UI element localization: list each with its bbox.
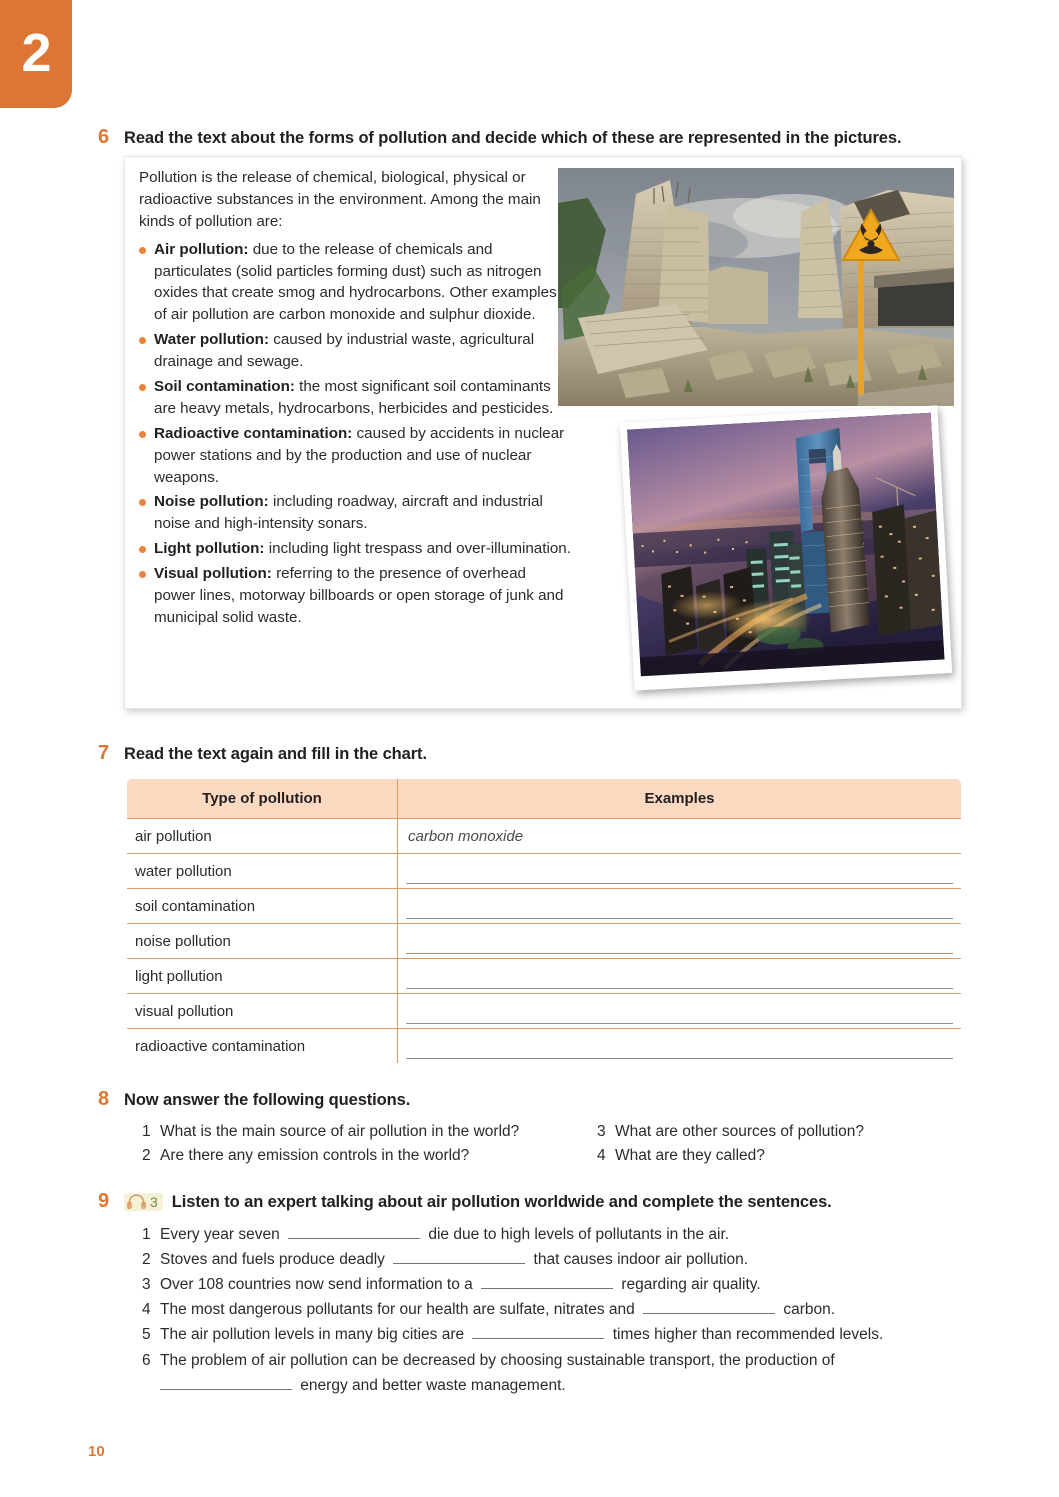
sentence-part: Stoves and fuels produce deadly [160, 1251, 390, 1269]
exercise-9-title: Listen to an expert talking about air pollution worldwide and complete the sentences. [171, 1193, 832, 1211]
table-row [127, 994, 962, 1029]
pollution-desc: including roadway, aircraft and industrial noise and high-intensity sonars. [154, 493, 543, 533]
list-item [597, 1144, 1052, 1168]
sentence-part: Every year seven [160, 1226, 285, 1243]
answer-blank[interactable] [481, 1288, 613, 1289]
cityscape-photo-graphic [627, 413, 944, 677]
cell-examples[interactable] [398, 959, 962, 994]
table-row [127, 1029, 962, 1064]
bullet-icon [139, 431, 146, 438]
sentence-number: 2 [142, 1251, 151, 1269]
list-item [139, 538, 571, 560]
pollution-desc: the most significant soil contaminants are heavy metals, hydrocarbons, herbicides and pesticides. [154, 378, 554, 417]
exercise-6-number: 6 [98, 126, 110, 148]
sentence-text [160, 1322, 992, 1347]
pollution-desc: caused by industrial waste, agricultural drainage and sewage. [154, 331, 535, 371]
list-item [139, 376, 571, 420]
pollution-term: Soil contamination: [154, 378, 295, 396]
list-item [139, 329, 571, 373]
column-header-type: Type of pollution [127, 779, 398, 819]
sentence-text [160, 1272, 992, 1297]
cell-examples[interactable] [398, 854, 962, 889]
sentence-part: energy and better waste management. [296, 1376, 566, 1394]
write-line [406, 918, 953, 919]
pollution-chart-table [126, 778, 962, 1064]
chapter-tab [0, 0, 72, 108]
table-row [127, 959, 962, 994]
answer-text: carbon monoxide [408, 827, 524, 845]
list-item [142, 1348, 992, 1398]
pollution-intro-paragraph: Pollution is the release of chemical, biological, physical or radioactive substances in the environment. Among the main kinds of pollution are: [139, 169, 541, 230]
bullet-icon [139, 337, 146, 344]
question-text: What are they called? [615, 1147, 765, 1165]
table-header-row [127, 779, 962, 819]
sentence-text [160, 1348, 992, 1398]
sentence-text [160, 1222, 992, 1247]
list-item [139, 423, 571, 489]
audio-track-badge[interactable] [124, 1193, 163, 1211]
answer-blank[interactable] [393, 1263, 525, 1264]
bullet-icon [139, 499, 146, 506]
bullet-icon [139, 384, 146, 391]
question-number: 1 [142, 1123, 151, 1140]
cell-examples[interactable] [398, 819, 962, 854]
sentence-number: 4 [142, 1301, 151, 1319]
exercise-8-number: 8 [98, 1088, 110, 1110]
sentence-text [160, 1247, 992, 1272]
sentence-part: die due to high levels of pollutants in the air. [424, 1226, 730, 1243]
photo-night-cityscape [627, 413, 944, 677]
cell-examples[interactable] [398, 1029, 962, 1064]
sentence-number: 6 [142, 1351, 151, 1369]
list-item [142, 1120, 597, 1144]
column-header-examples: Examples [398, 779, 962, 819]
sentence-text [160, 1297, 992, 1322]
pollution-desc: referring to the presence of overhead power lines, motorway billboards or open storage of junk and municipal solid waste. [154, 565, 564, 626]
table-row [127, 889, 962, 924]
cell-type: radioactive contamination [127, 1029, 398, 1064]
exercise-6-heading [98, 126, 998, 149]
exercise-9-number: 9 [98, 1190, 110, 1212]
pollution-desc: including light trespass and over-illumination. [264, 540, 571, 558]
question-number: 4 [597, 1147, 606, 1165]
question-text: What is the main source of air pollution in the world? [160, 1123, 520, 1140]
photo-ruins-with-radioactive-sign [558, 168, 954, 406]
pollution-term: Light pollution: [154, 540, 265, 558]
sentence-part: carbon. [779, 1301, 836, 1319]
cell-type: noise pollution [127, 924, 398, 959]
table-row [127, 819, 962, 854]
write-line [406, 1023, 953, 1024]
pollution-term: Water pollution: [154, 331, 270, 349]
exercise-8-title: Now answer the following questions. [124, 1091, 411, 1109]
write-line [406, 953, 953, 954]
cell-type: visual pollution [127, 994, 398, 1029]
sentence-number: 5 [142, 1326, 151, 1344]
sentence-part: The problem of air pollution can be decreased by choosing sustainable transport, the production of [160, 1351, 835, 1369]
exercise-7-title: Read the text again and fill in the chart. [124, 745, 427, 763]
pollution-desc: due to the release of chemicals and particulates (solid particles forming dust) such as nitrogen oxides that create smog and hydrocarbons. Other examples of air pollution are carbon monoxide and sulphur dioxide. [154, 240, 557, 324]
list-item [139, 563, 571, 629]
list-item [597, 1120, 1052, 1144]
list-item [139, 239, 571, 327]
chapter-number: 2 [21, 23, 51, 83]
ruins-photo-graphic [558, 168, 954, 406]
bullet-icon [139, 571, 146, 578]
sentence-part: Over 108 countries now send information to a [160, 1276, 478, 1294]
question-number: 3 [597, 1123, 606, 1140]
answer-blank[interactable] [472, 1338, 604, 1339]
sentence-part: regarding air quality. [617, 1276, 761, 1294]
exercise-9-sentences [142, 1222, 992, 1398]
sentence-part: times higher than recommended levels. [608, 1326, 884, 1344]
sentence-part: The air pollution levels in many big cities are [160, 1326, 469, 1344]
cell-examples[interactable] [398, 889, 962, 924]
table-row [127, 924, 962, 959]
list-item [142, 1272, 992, 1297]
answer-blank[interactable] [643, 1313, 775, 1314]
list-item [142, 1322, 992, 1347]
cell-type: light pollution [127, 959, 398, 994]
audio-track-number: 3 [150, 1193, 158, 1210]
pollution-term: Air pollution: [154, 240, 249, 258]
write-line [406, 988, 953, 989]
pollution-text-body [139, 167, 571, 632]
list-item [142, 1144, 597, 1168]
question-row [142, 1120, 972, 1144]
table-row [127, 854, 962, 889]
sentence-part: that causes indoor air pollution. [529, 1251, 749, 1269]
bullet-icon [139, 546, 146, 553]
exercise-9-heading [98, 1190, 998, 1213]
sentence-part: The most dangerous pollutants for our health are sulfate, nitrates and [160, 1301, 640, 1319]
answer-blank[interactable] [288, 1238, 420, 1239]
pollution-term: Visual pollution: [154, 565, 272, 583]
cell-examples[interactable] [398, 994, 962, 1029]
list-item [139, 491, 571, 535]
photo-night-cityscape-frame [620, 405, 952, 690]
cell-examples[interactable] [398, 924, 962, 959]
question-row [142, 1144, 972, 1168]
pollution-types-list [139, 239, 571, 629]
page-number: 10 [88, 1443, 105, 1460]
pollution-term: Noise pollution: [154, 493, 269, 511]
exercise-7-heading [98, 742, 798, 765]
cell-type: air pollution [127, 819, 398, 854]
headphones-icon [127, 1194, 146, 1209]
answer-blank[interactable] [160, 1389, 292, 1390]
question-text: What are other sources of pollution? [615, 1123, 864, 1140]
cell-type: soil contamination [127, 889, 398, 924]
question-text: Are there any emission controls in the world? [160, 1147, 470, 1165]
list-item [142, 1247, 992, 1272]
list-item [142, 1222, 992, 1247]
sentence-number: 1 [142, 1226, 151, 1243]
write-line [406, 1058, 953, 1059]
list-item [142, 1297, 992, 1322]
bullet-icon [139, 247, 146, 254]
sentence-number: 3 [142, 1276, 151, 1294]
headphones-glyph [127, 1194, 146, 1209]
exercise-6-title: Read the text about the forms of pollution and decide which of these are represented in the pictures. [124, 129, 902, 147]
pollution-desc: caused by accidents in nuclear power stations and by the production and use of nuclear weapons. [154, 424, 565, 486]
exercise-8-heading [98, 1088, 798, 1111]
write-line [406, 883, 953, 884]
cell-type: water pollution [127, 854, 398, 889]
exercise-8-questions [142, 1120, 972, 1168]
question-number: 2 [142, 1147, 151, 1165]
pollution-term: Radioactive contamination: [154, 424, 353, 442]
exercise-7-number: 7 [98, 742, 110, 764]
